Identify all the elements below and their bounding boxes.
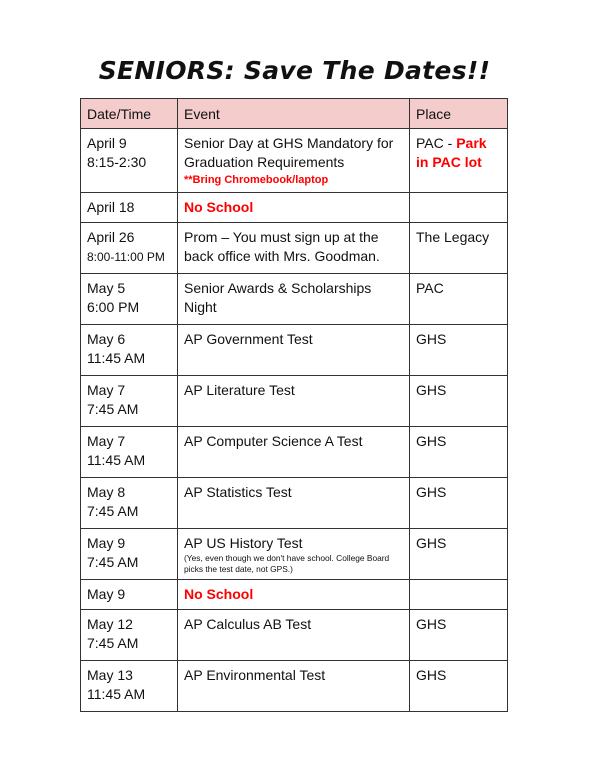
place-cell: GHS [410, 376, 508, 427]
date-cell: April 9 8:15-2:30 [81, 129, 178, 193]
dates-table [80, 98, 508, 712]
event-cell: AP Government Test [178, 325, 410, 376]
event-cell: AP Environmental Test [178, 661, 410, 712]
header-date: Date/Time [81, 99, 178, 129]
date-cell: May 7 11:45 AM [81, 427, 178, 478]
place-cell: GHS [410, 661, 508, 712]
table-row [81, 529, 508, 580]
table-row [81, 580, 508, 610]
table-row [81, 427, 508, 478]
table-row [81, 610, 508, 661]
event-fine-print: (Yes, even though we don't have school. College Board picks the test date, not GPS.) [184, 553, 390, 574]
table-header-row [81, 99, 508, 129]
place-cell [410, 580, 508, 610]
date-cell: April 26 8:00-11:00 PM [81, 223, 178, 274]
date-cell: May 9 [81, 580, 178, 610]
place-cell: The Legacy [410, 223, 508, 274]
date-cell: May 12 7:45 AM [81, 610, 178, 661]
place-cell: GHS [410, 610, 508, 661]
date-cell: May 13 11:45 AM [81, 661, 178, 712]
event-cell: No School [178, 193, 410, 223]
place-cell: GHS [410, 529, 508, 580]
table-row [81, 129, 508, 193]
event-note: **Bring Chromebook/laptop [184, 174, 329, 186]
event-cell: AP Literature Test [178, 376, 410, 427]
date-cell: May 6 11:45 AM [81, 325, 178, 376]
table-row [81, 376, 508, 427]
event-cell: Senior Day at GHS Mandatory for Graduation Requirements **Bring Chromebook/laptop [178, 129, 410, 193]
date-cell: May 7 7:45 AM [81, 376, 178, 427]
date-cell: April 18 [81, 193, 178, 223]
place-cell: GHS [410, 325, 508, 376]
table-row [81, 223, 508, 274]
place-cell: PAC - Park in PAC lot [410, 129, 508, 193]
event-cell: Prom – You must sign up at the back office with Mrs. Goodman. [178, 223, 410, 274]
header-event: Event [178, 99, 410, 129]
header-place: Place [410, 99, 508, 129]
date-cell: May 9 7:45 AM [81, 529, 178, 580]
place-cell: GHS [410, 478, 508, 529]
date-cell: May 8 7:45 AM [81, 478, 178, 529]
place-cell: PAC [410, 274, 508, 325]
event-cell: AP Statistics Test [178, 478, 410, 529]
event-cell: No School [178, 580, 410, 610]
table-row [81, 661, 508, 712]
date-cell: May 5 6:00 PM [81, 274, 178, 325]
place-note: Park in PAC lot [416, 135, 487, 170]
table-row [81, 478, 508, 529]
table-row [81, 274, 508, 325]
event-cell: AP US History Test (Yes, even though we don't have school. College Board picks the test date, not GPS.) [178, 529, 410, 580]
event-cell: AP Calculus AB Test [178, 610, 410, 661]
place-cell [410, 193, 508, 223]
place-cell: GHS [410, 427, 508, 478]
table-row [81, 325, 508, 376]
table-row [81, 193, 508, 223]
page-title: SENIORS: Save The Dates!! [98, 56, 491, 85]
event-cell: Senior Awards & Scholarships Night [178, 274, 410, 325]
event-cell: AP Computer Science A Test [178, 427, 410, 478]
